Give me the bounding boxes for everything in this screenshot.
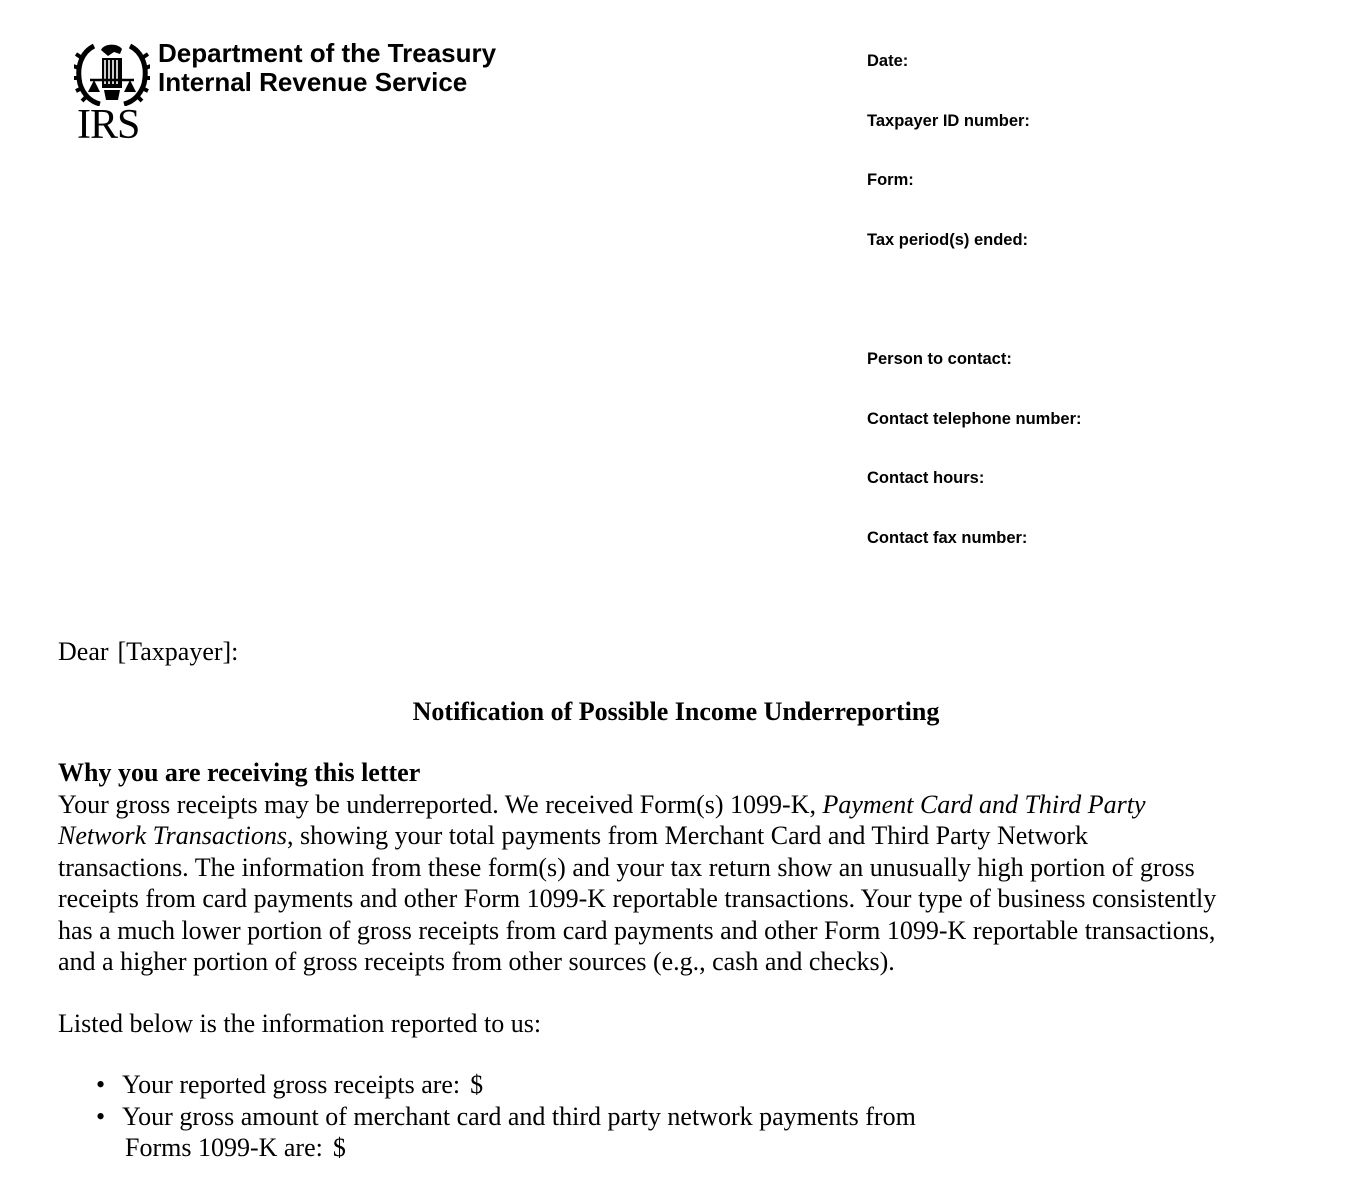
bullet-icon: • (96, 1101, 106, 1131)
form-title-italic: Network Transactions (58, 821, 287, 850)
merchant-card-payments-continuation (122, 1132, 916, 1164)
paragraph-text: Your gross receipts may be underreported. We received Form(s) 1099-K, (58, 789, 823, 819)
salutation-dear: Dear (58, 637, 109, 666)
irs-eagle-seal-icon (74, 40, 150, 106)
contact-hours-label: Contact hours: (867, 469, 985, 487)
paragraph-text: , showing your total payments from Merchant Card and Third Party Network (286, 821, 1089, 850)
paragraph-line: receipts from card payments and other Form 1099-K reportable transactions. Your type of business consistently (58, 884, 1217, 913)
paragraph-line (58, 820, 1328, 852)
agency-name (158, 39, 496, 97)
date-label: Date: (867, 52, 909, 70)
letter-title: Notification of Possible Income Underreporting (412, 697, 940, 726)
contact-fax-label: Contact fax number: (867, 529, 1028, 547)
irs-logo-text: IRS (77, 102, 140, 148)
why-receiving-section (58, 757, 1328, 978)
paragraph-line (58, 789, 1328, 821)
reported-info-list (96, 1069, 916, 1164)
addressee-placeholder: [Taxpayer]: (117, 637, 239, 666)
section-heading: Why you are receiving this letter (58, 758, 421, 787)
list-item (96, 1101, 916, 1164)
reported-gross-receipts-text: Your reported gross receipts are: (122, 1070, 461, 1099)
form-label: Form: (867, 171, 914, 189)
bullet-icon: • (96, 1070, 106, 1099)
list-item (96, 1069, 916, 1101)
paragraph-line: has a much lower portion of gross receipts from card payments and other Form 1099-K reportable transactions, (58, 915, 1216, 945)
merchant-card-payments-amount: $ (332, 1133, 346, 1162)
listed-intro: Listed below is the information reported to us: (58, 1009, 542, 1038)
merchant-card-payments-text: Your gross amount of merchant card and third party network payments from (122, 1101, 916, 1131)
tax-period-label: Tax period(s) ended: (867, 231, 1029, 249)
paragraph-line: and a higher portion of gross receipts from other sources (e.g., cash and checks). (58, 947, 895, 976)
salutation (58, 636, 238, 668)
forms-1099k-text: Forms 1099-K are: (125, 1133, 323, 1162)
person-to-contact-label: Person to contact: (867, 350, 1012, 368)
paragraph-line: transactions. The information from these form(s) and your tax return show an unusually high portion of gross (58, 852, 1195, 882)
form-title-italic: Payment Card and Third Party (822, 789, 1146, 819)
reported-gross-receipts-amount: $ (470, 1070, 484, 1099)
agency-line-service: Internal Revenue Service (158, 67, 468, 97)
contact-telephone-label: Contact telephone number: (867, 410, 1082, 428)
taxpayer-id-label: Taxpayer ID number: (867, 112, 1030, 130)
agency-line-department: Department of the Treasury (158, 38, 497, 68)
